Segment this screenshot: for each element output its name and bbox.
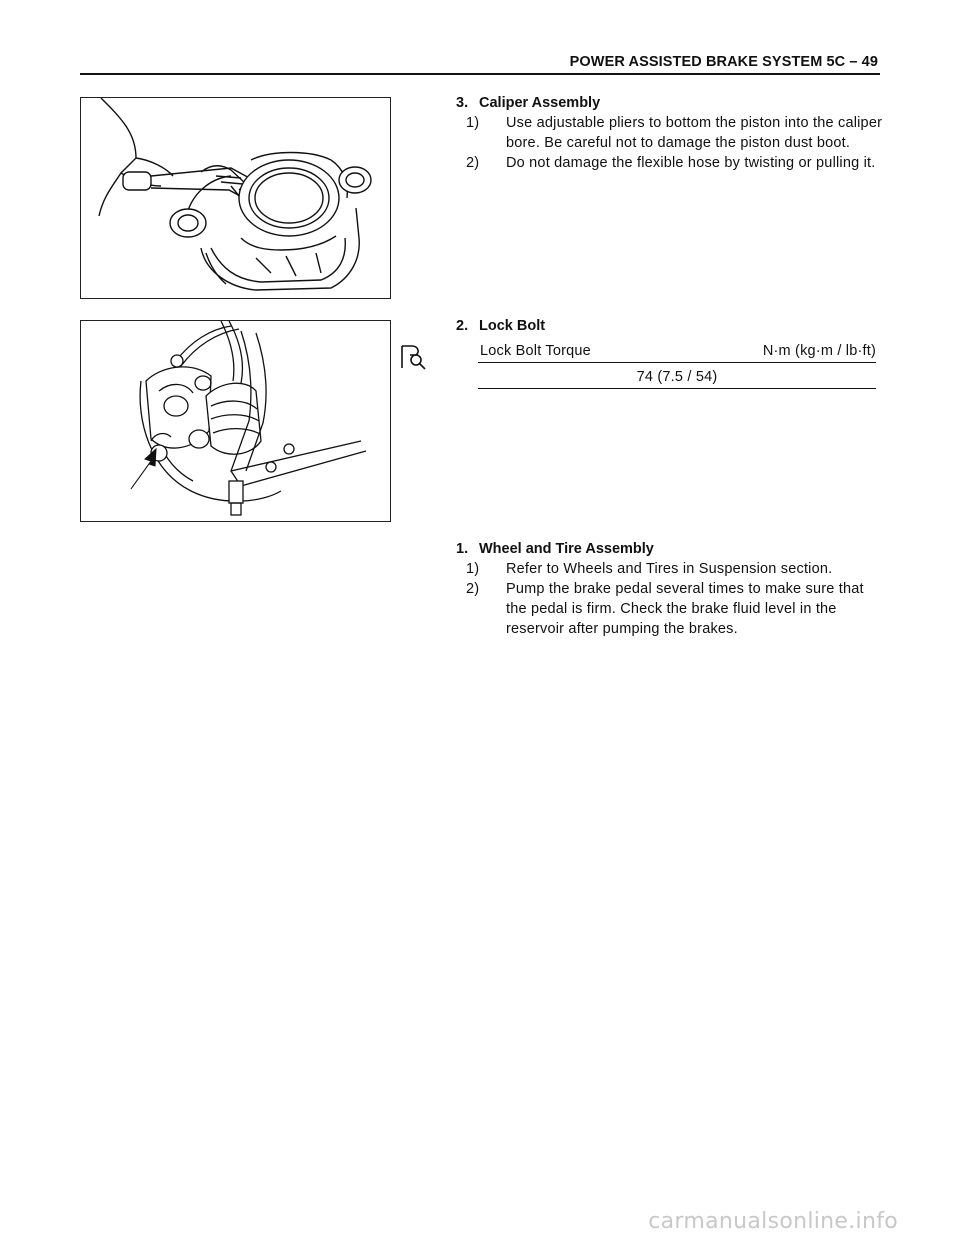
section-lock-bolt (456, 316, 886, 336)
watermark: carmanualsonline.info (648, 1209, 898, 1234)
lock-bolt-illustration (80, 320, 391, 522)
section-title-text: Caliper Assembly (479, 95, 601, 111)
torque-table-header (478, 343, 876, 363)
section-caliper-assembly (456, 93, 886, 173)
torque-unit: N·m (kg·m / lb·ft) (762, 343, 876, 359)
step-number: 2) (466, 581, 480, 597)
header-rule (80, 73, 880, 75)
step-item (456, 153, 886, 173)
page-header: POWER ASSISTED BRAKE SYSTEM 5C – 49 (569, 54, 878, 70)
section-title (456, 93, 886, 113)
step-text: Refer to Wheels and Tires in Suspension section. (506, 561, 833, 577)
step-item (456, 559, 886, 579)
section-title-text: Lock Bolt (479, 318, 546, 334)
section-title (456, 539, 886, 559)
step-text: Do not damage the flexible hose by twisting or pulling it. (506, 155, 876, 171)
section-wheel-tire-assembly (456, 539, 886, 639)
step-text: Pump the brake pedal several times to make sure that the pedal is firm. Check the brake fluid level in the reservoir after pumping the brakes. (506, 581, 864, 637)
step-number: 1) (466, 561, 480, 577)
torque-label: Lock Bolt Torque (480, 343, 591, 359)
step-number: 1) (466, 115, 480, 131)
step-number: 2) (466, 155, 480, 171)
section-number: 3. (456, 95, 469, 111)
lock-bolt-drawing (81, 321, 390, 521)
section-title (456, 316, 886, 336)
caliper-pliers-drawing (81, 98, 390, 298)
section-title-text: Wheel and Tire Assembly (479, 541, 654, 557)
step-item (456, 113, 886, 153)
caliper-pliers-illustration (80, 97, 391, 299)
torque-wrench-icon (398, 342, 428, 372)
torque-value: 74 (7.5 / 54) (478, 363, 876, 389)
section-number: 1. (456, 541, 469, 557)
torque-spec-table (478, 343, 876, 389)
section-number: 2. (456, 318, 469, 334)
step-item (456, 579, 886, 639)
step-text: Use adjustable pliers to bottom the piston into the caliper bore. Be careful not to damage the piston dust boot. (506, 115, 883, 151)
